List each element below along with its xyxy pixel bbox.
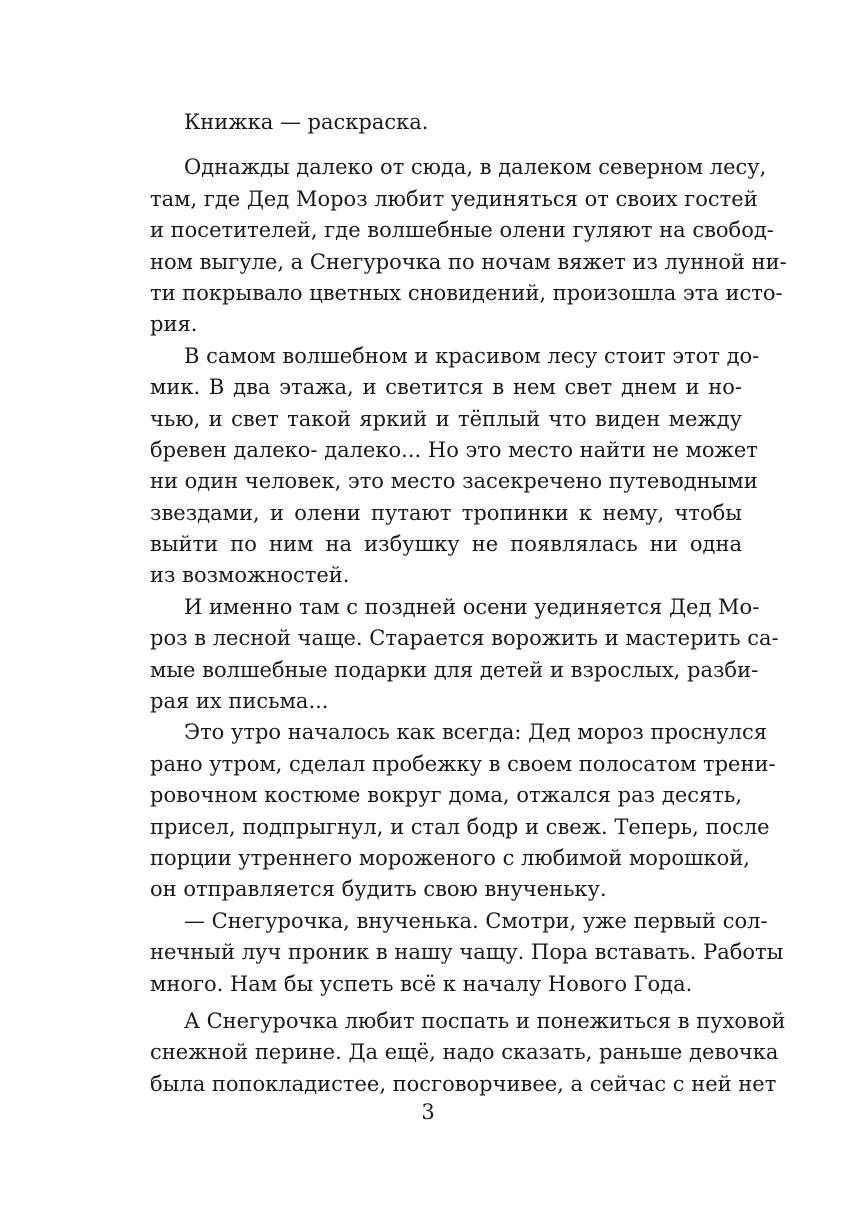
text-line: мик. В два этажа, и светится в нем свет днем и но- <box>150 375 742 400</box>
text-line: Однажды далеко от сюда, в далеком северном лесу, <box>184 155 767 180</box>
text-line: снежной перине. Да ещё, надо сказать, раньше девочка <box>150 1040 779 1065</box>
text-line: была попокладистее, посговорчивее, а сейчас с ней нет <box>150 1071 777 1096</box>
text-line: нечный луч проник в нашу чащу. Пора вставать. Работы <box>150 940 784 965</box>
page-text <box>150 107 787 1100</box>
paragraph <box>150 592 779 718</box>
text-line: В самом волшебном и красивом лесу стоит этот до- <box>184 343 760 368</box>
text-line: А Снегурочка любит поспать и понежиться в пуховой <box>184 1008 786 1033</box>
paragraph <box>150 341 760 592</box>
text-line: ти покрывало цветных сновидений, произошла эта исто- <box>150 280 783 305</box>
text-line: чью, и свет такой яркий и тёплый что виден между <box>150 406 742 431</box>
paragraph <box>150 1006 786 1100</box>
paragraph-gap <box>150 138 742 152</box>
paragraph <box>150 717 776 905</box>
text-line: рано утром, сделал пробежку в своем полосатом трени- <box>150 751 776 776</box>
text-line: присел, подпрыгнул, и стал бодр и свеж. Теперь, после <box>150 814 770 839</box>
paragraph <box>150 906 784 1000</box>
text-line: ном выгуле, а Снегурочка по ночам вяжет из лунной ни- <box>150 249 787 274</box>
text-line: Это утро началось как всегда: Дед мороз проснулся <box>184 720 768 745</box>
text-line: звездами, и олени путают тропинки к нему, чтобы <box>150 500 742 525</box>
page-number: 3 <box>421 1100 435 1124</box>
text-line: там, где Дед Мороз любит уединяться от своих гостей <box>150 186 758 211</box>
paragraph <box>150 152 787 340</box>
text-line: порции утреннего мороженого с любимой морошкой, <box>150 845 750 870</box>
text-line: бревен далеко- далеко... Но это место найти не может <box>150 437 758 462</box>
text-line: ни один человек, это место засекречено путеводными <box>150 469 758 494</box>
text-line: И именно там с поздней осени уединяется Дед Мо- <box>184 594 760 619</box>
text-line: мые волшебные подарки для детей и взрослых, разби- <box>150 657 759 682</box>
text-line: из возможностей. <box>150 563 350 588</box>
text-line: и посетителей, где волшебные олени гуляют на свобод- <box>150 218 774 243</box>
text-line: рая их письма... <box>150 689 329 714</box>
title-line: Книжка — раскраска. <box>184 110 429 134</box>
text-line: много. Нам бы успеть всё к началу Нового Года. <box>150 971 693 996</box>
text-line: ровочном костюме вокруг дома, отжался раз десять, <box>150 783 742 808</box>
text-line: роз в лесной чаще. Старается ворожить и мастерить са- <box>150 626 779 651</box>
text-line: рия. <box>150 312 198 337</box>
text-line: выйти по ним на избушку не появлялась ни одна <box>150 532 742 557</box>
text-line: он отправляется будить свою внученьку. <box>150 877 607 902</box>
text-line: — Снегурочка, внученька. Смотри, уже первый сол- <box>184 908 768 933</box>
